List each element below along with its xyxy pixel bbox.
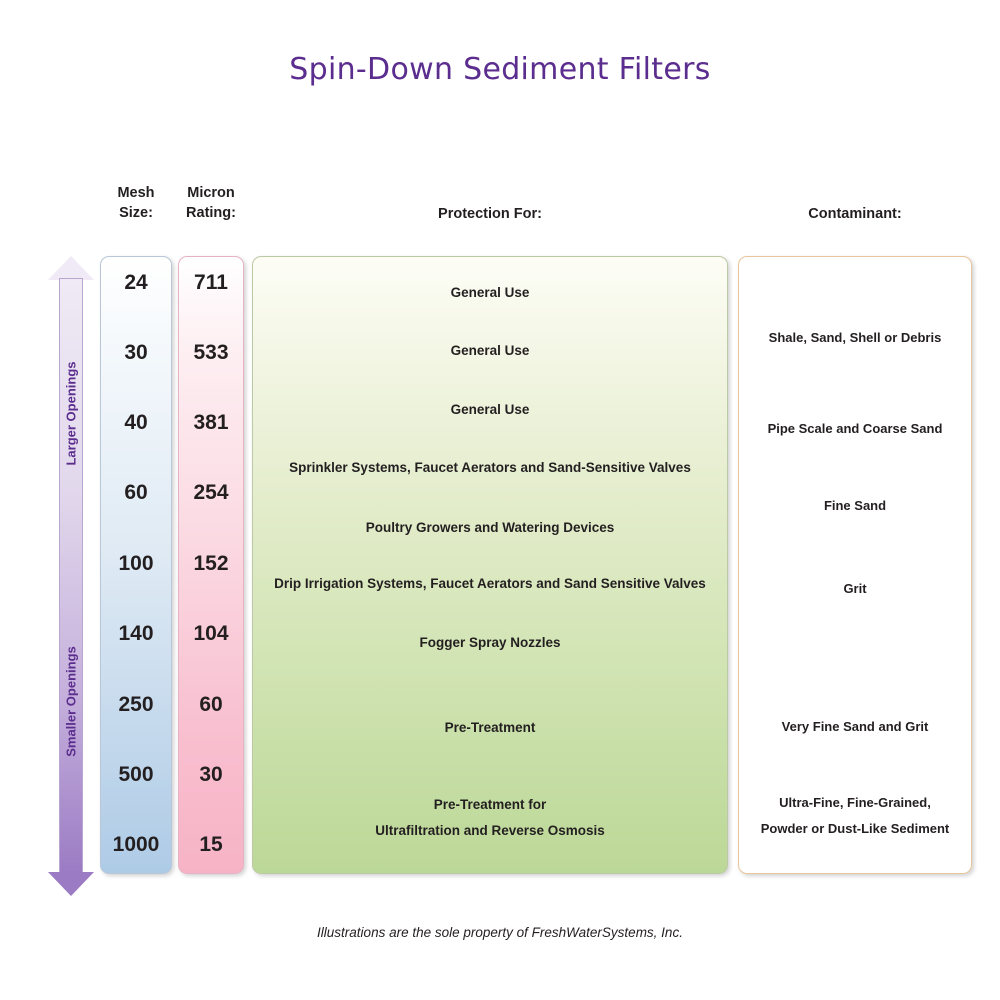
contaminant-column	[738, 256, 972, 874]
mesh-value: 140	[118, 622, 154, 645]
micron-value: 104	[193, 622, 229, 645]
column-header-protection-for: Protection For:	[438, 206, 542, 222]
micron-value: 15	[199, 833, 223, 856]
contaminant-row: Grit	[843, 581, 867, 596]
arrow-head-up-icon	[48, 256, 94, 280]
protection-row: Poultry Growers and Watering Devices	[365, 520, 615, 535]
column-header-mesh-size	[98, 184, 174, 223]
mesh-size-column	[100, 256, 172, 874]
micron-value: 254	[193, 481, 229, 504]
column-header-contaminant: Contaminant:	[808, 206, 902, 222]
micron-header-line2: Rating:	[186, 204, 236, 221]
mesh-value: 30	[124, 341, 148, 364]
mesh-value: 40	[124, 411, 148, 434]
protection-row: Drip Irrigation Systems, Faucet Aerators and Sand Sensitive Valves	[274, 576, 706, 591]
contaminant-row: Shale, Sand, Shell or Debris	[768, 330, 942, 345]
protection-row: Fogger Spray Nozzles	[419, 635, 561, 650]
arrow-head-down-icon	[48, 872, 94, 896]
page-title: Spin-Down Sediment Filters	[289, 52, 711, 87]
micron-value: 711	[194, 271, 228, 294]
mesh-value: 24	[124, 271, 148, 294]
contaminant-row: Fine Sand	[823, 498, 887, 513]
mesh-value: 100	[118, 552, 154, 575]
micron-value: 533	[193, 341, 229, 364]
mesh-header-line2: Size:	[119, 204, 153, 221]
protection-row: General Use	[450, 285, 530, 300]
protection-row: Ultrafiltration and Reverse Osmosis	[375, 823, 605, 838]
micron-header-line1: Micron	[187, 185, 235, 201]
mesh-value: 60	[124, 481, 148, 504]
protection-row: Pre-Treatment	[444, 720, 536, 735]
micron-rating-column	[178, 256, 244, 874]
mesh-value: 250	[118, 693, 154, 716]
openings-scale-arrow	[48, 256, 94, 896]
contaminant-row: Ultra-Fine, Fine-Grained,	[779, 795, 931, 810]
micron-value: 60	[199, 693, 223, 716]
footer-attribution: Illustrations are the sole property of FreshWaterSystems, Inc.	[317, 925, 683, 940]
contaminant-row: Powder or Dust-Like Sediment	[760, 821, 950, 836]
mesh-header-line1: Mesh	[117, 185, 155, 201]
mesh-value: 500	[118, 763, 154, 786]
micron-value: 152	[193, 552, 229, 575]
protection-row: General Use	[450, 343, 530, 358]
mesh-value: 1000	[112, 833, 160, 856]
arrow-label-larger-openings: Larger Openings	[63, 361, 79, 466]
protection-row: Sprinkler Systems, Faucet Aerators and Sand-Sensitive Valves	[289, 460, 691, 475]
arrow-label-smaller-openings: Smaller Openings	[63, 646, 79, 757]
protection-row: Pre-Treatment for	[433, 797, 547, 812]
protection-row: General Use	[450, 402, 530, 417]
contaminant-row: Pipe Scale and Coarse Sand	[767, 421, 943, 436]
contaminant-row: Very Fine Sand and Grit	[781, 719, 929, 734]
micron-value: 381	[193, 411, 229, 434]
column-header-micron-rating	[172, 184, 250, 223]
micron-value: 30	[199, 763, 223, 786]
protection-for-column	[252, 256, 728, 874]
